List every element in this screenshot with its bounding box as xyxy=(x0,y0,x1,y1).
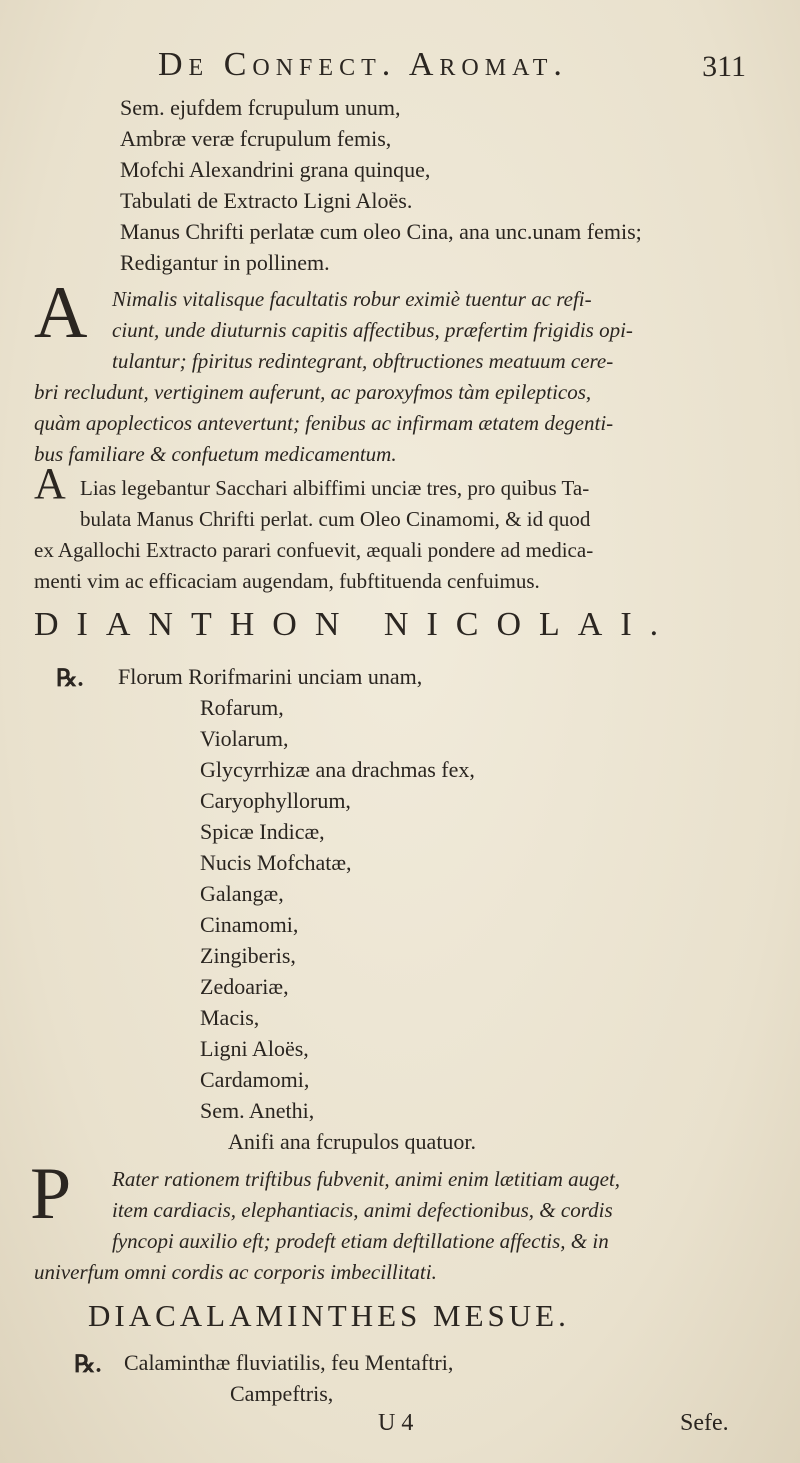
paragraph-line: univerfum omni cordis ac corporis imbecillitati. xyxy=(34,1260,437,1284)
drop-cap: A xyxy=(34,272,88,354)
paragraph-line: bulata Manus Chrifti perlat. cum Oleo Cinamomi, & id quod xyxy=(80,507,591,531)
recipe-line: Sem. ejufdem fcrupulum unum, xyxy=(120,95,401,120)
paragraph-line: Lias legebantur Sacchari albiffimi unciæ tres, pro quibus Ta- xyxy=(80,476,590,500)
ingredient-line: Cardamomi, xyxy=(200,1067,310,1092)
drop-cap: A xyxy=(34,459,66,508)
ingredient-line: Sem. Anethi, xyxy=(200,1098,315,1123)
ingredient-line: Cinamomi, xyxy=(200,912,299,937)
recipe-symbol: ℞. xyxy=(74,1352,102,1378)
running-title: De Confect. Aromat. xyxy=(158,46,568,83)
paragraph-line: quàm apoplecticos antevertunt; fenibus ac infirmam ætatem degenti- xyxy=(34,411,614,435)
ingredient-line: Nucis Mofchatæ, xyxy=(200,850,352,875)
paragraph-line: Rater rationem triftibus fubvenit, animi enim lætitiam auget, xyxy=(112,1167,621,1191)
ingredient-line: Spicæ Indicæ, xyxy=(200,819,325,844)
ingredient-line: Galangæ, xyxy=(200,881,284,906)
ingredient-line: Zingiberis, xyxy=(200,943,296,968)
paragraph-line: bri recludunt, vertiginem auferunt, ac paroxyfmos tàm epilepticos, xyxy=(34,380,592,404)
drop-cap: P xyxy=(30,1153,72,1235)
ingredient-line: Zedoariæ, xyxy=(200,974,289,999)
catchword: Sefe. xyxy=(680,1410,729,1436)
signature-mark: U 4 xyxy=(378,1410,414,1436)
ingredient-line: Macis, xyxy=(200,1005,260,1030)
section-heading-dianthon: DIANTHON NICOLAI. xyxy=(34,606,677,643)
recipe-line: Calaminthæ fluviatilis, feu Mentaftri, xyxy=(124,1350,454,1375)
recipe-line: Tabulati de Extracto Ligni Aloës. xyxy=(120,188,413,213)
recipe-line: Florum Rorifmarini unciam unam, xyxy=(118,664,423,689)
recipe-line: Manus Chrifti perlatæ cum oleo Cina, ana unc.unam femis; xyxy=(120,219,642,244)
section-heading-diacalaminthes: DIACALAMINTHES MESUE. xyxy=(88,1298,570,1333)
paragraph-line: ex Agallochi Extracto parari confuevit, æquali pondere ad medica- xyxy=(34,538,594,562)
paragraph-line: menti vim ac efficaciam augendam, fubftituenda cenfuimus. xyxy=(34,569,540,593)
paragraph-line: tulantur; fpiritus redintegrant, obftructiones meatuum cere- xyxy=(112,349,614,373)
page-header xyxy=(158,46,758,96)
recipe-line: Mofchi Alexandrini grana quinque, xyxy=(120,157,431,182)
recipe-line: Campeftris, xyxy=(230,1381,334,1406)
ingredient-line: Caryophyllorum, xyxy=(200,788,351,813)
paragraph-line: ciunt, unde diuturnis capitis affectibus, præfertim frigidis opi- xyxy=(112,318,633,342)
recipe-line: Ambræ veræ fcrupulum femis, xyxy=(120,126,392,151)
ingredient-line: Ligni Aloës, xyxy=(200,1036,309,1061)
recipe-symbol: ℞. xyxy=(56,666,84,692)
ingredient-line: Glycyrrhizæ ana drachmas fex, xyxy=(200,757,475,782)
page-number: 311 xyxy=(702,50,746,83)
ingredient-line: Rofarum, xyxy=(200,695,284,720)
ingredient-line: Violarum, xyxy=(200,726,289,751)
recipe-line: Redigantur in pollinem. xyxy=(120,250,330,275)
paragraph-line: fyncopi auxilio eft; prodeft etiam deftillatione affectis, & in xyxy=(112,1229,609,1253)
paragraph-line: Nimalis vitalisque facultatis robur eximiè tuentur ac refi- xyxy=(112,287,592,311)
ingredient-line: Anifi ana fcrupulos quatuor. xyxy=(228,1129,477,1154)
paragraph-line: item cardiacis, elephantiacis, animi defectionibus, & cordis xyxy=(112,1198,613,1222)
paragraph-line: bus familiare & confuetum medicamentum. xyxy=(34,442,397,466)
